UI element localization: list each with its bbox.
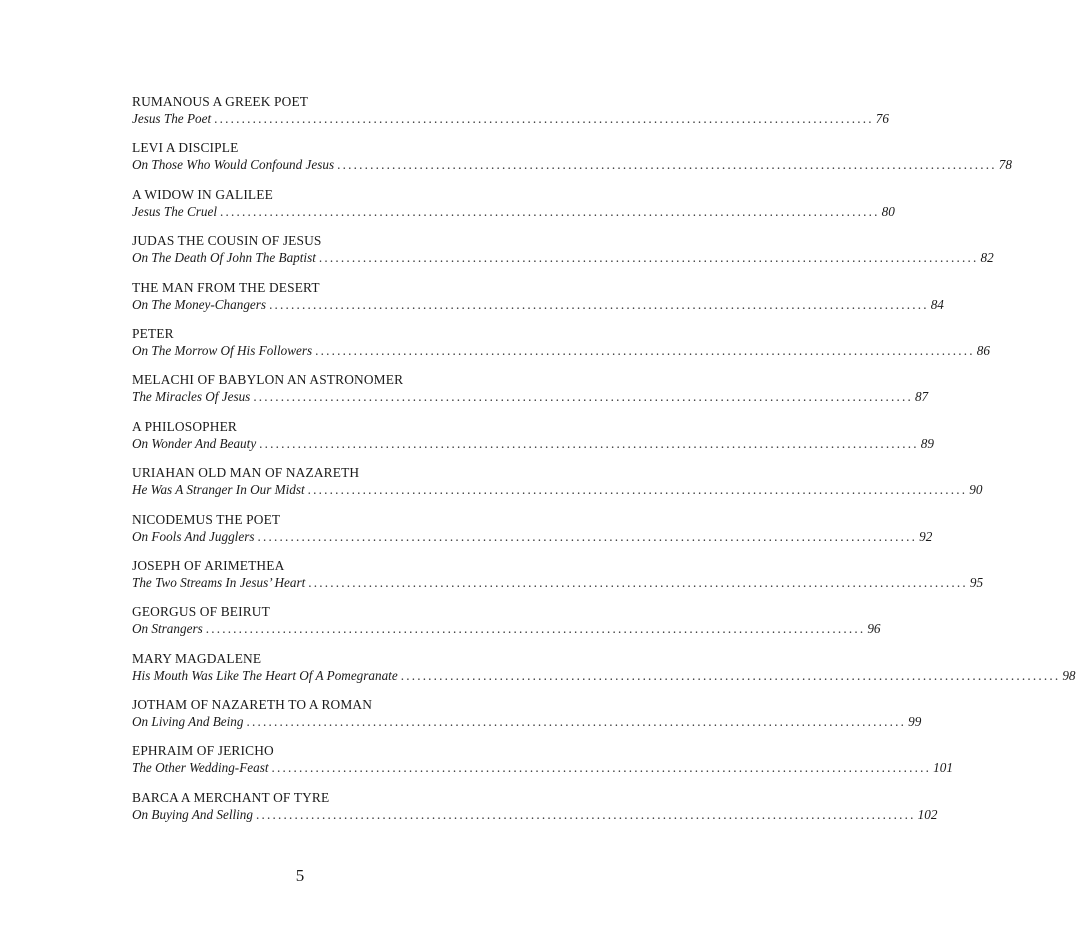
toc-entry-speaker: EPHRAIM OF JERICHO [132,743,274,759]
toc-entry [132,93,889,139]
toc-entry-title: Jesus The Cruel [132,203,217,219]
toc-entry-speaker: JOSEPH OF ARIMETHEA [132,557,285,573]
dot-leader: ........................................................................................................................ [307,482,968,498]
toc-entry [132,325,990,371]
dot-leader: ........................................................................................................................ [256,806,916,822]
toc-entry-page: 80 [881,203,895,219]
dot-leader: ........................................................................................................................ [205,621,866,637]
toc-entry [132,696,922,742]
toc-entry [132,186,895,232]
toc-entry-line[interactable] [132,435,934,452]
toc-entry-line[interactable] [132,620,881,637]
toc-entry-speaker: JUDAS THE COUSIN OF JESUS [132,233,322,249]
toc-entry-line[interactable] [132,156,1012,173]
toc-entry-title: On Living And Being [132,714,244,730]
toc-entry-line[interactable] [132,342,990,359]
toc-entry-line[interactable] [132,388,929,405]
toc-entry-page: 92 [919,528,933,544]
toc-entry-title: The Two Streams In Jesus’ Heart [132,574,306,590]
toc-entry-line[interactable] [132,759,953,776]
toc-entry [132,603,881,649]
toc-entry-page: 96 [867,621,881,637]
toc-entry-title: On Those Who Would Confound Jesus [132,157,335,173]
toc-entry-speaker: MARY MAGDALENE [132,650,262,666]
toc-entry-title: On The Morrow Of His Followers [132,342,313,358]
toc-entry-line[interactable] [132,574,984,591]
toc-entry-title: On Strangers [132,621,203,637]
toc-entry-speaker: A WIDOW IN GALILEE [132,186,273,202]
dot-leader: ........................................................................................................................ [400,667,1061,683]
toc-entry-speaker: A PHILOSOPHER [132,418,238,434]
dot-leader: ........................................................................................................................ [315,342,975,358]
toc-entry-page: 78 [998,157,1012,173]
toc-entry-title: His Mouth Was Like The Heart Of A Pomegranate [132,667,398,683]
toc-entry-page: 89 [920,435,934,451]
toc-entry-line[interactable] [132,110,889,127]
toc-entry [132,557,984,603]
toc-entry-line[interactable] [132,667,1076,684]
toc-entry-title: He Was A Stranger In Our Midst [132,482,305,498]
toc-entry-page: 102 [917,806,938,822]
dot-leader: ........................................................................................................................ [257,528,918,544]
dot-leader: ........................................................................................................................ [271,760,932,776]
toc-entry-title: On The Money-Changers [132,296,267,312]
toc-entry-speaker: JOTHAM OF NAZARETH TO A ROMAN [132,697,373,713]
toc-entry-speaker: PETER [132,325,174,341]
toc-entry-line[interactable] [132,296,944,313]
toc-entry-page: 82 [980,250,994,266]
toc-entry-speaker: BARCA A MERCHANT OF TYRE [132,789,330,805]
toc-entry-title: Jesus The Poet [132,111,212,126]
toc-entry [132,418,934,464]
toc-entry-title: On Fools And Jugglers [132,528,255,544]
toc-entry-speaker: THE MAN FROM THE DESERT [132,279,320,295]
toc-entry [132,279,944,325]
dot-leader: ........................................................................................................................ [337,157,997,173]
toc-entry-title: On The Death Of John The Baptist [132,250,316,266]
toc-entry-page: 95 [969,574,984,590]
toc-entry-page: 98 [1062,667,1076,683]
toc-entry-title: On Wonder And Beauty [132,435,257,451]
toc-entry-page: 76 [875,111,889,126]
toc-entry-title: The Miracles Of Jesus [132,389,251,405]
toc-entry [132,232,994,278]
toc-entry-speaker: URIAHAN OLD MAN OF NAZARETH [132,465,360,481]
toc-entry-title: The Other Wedding-Feast [132,760,269,776]
toc-entry-page: 90 [969,482,983,498]
toc-entry [132,511,933,557]
toc-entry-page: 87 [914,389,929,405]
toc-entry-speaker: GEORGUS OF BEIRUT [132,604,270,620]
toc-entry [132,371,929,417]
toc-entry-title: On Buying And Selling [132,806,253,822]
toc-entry-line[interactable] [132,249,994,266]
dot-leader: ........................................................................................................................ [214,111,874,126]
toc-entry [132,650,1076,696]
dot-leader: ........................................................................................................................ [246,714,907,730]
dot-leader: ........................................................................................................................ [259,435,919,451]
toc-entry-line[interactable] [132,203,895,220]
dot-leader: ........................................................................................................................ [219,203,880,219]
toc-entry-speaker: LEVI A DISCIPLE [132,140,239,156]
toc-entry [132,742,953,788]
toc-entry-page: 101 [933,760,953,776]
dot-leader: ........................................................................................................................ [308,574,968,590]
toc-entry-page: 86 [976,342,990,358]
toc-entry [132,789,938,835]
toc-entry-line[interactable] [132,528,933,545]
table-of-contents [132,93,1076,835]
toc-entry [132,464,983,510]
toc-entry-line[interactable] [132,481,983,498]
dot-leader: ........................................................................................................................ [253,389,913,405]
toc-entry-speaker: RUMANOUS A GREEK POET [132,94,309,109]
toc-entry-speaker: NICODEMUS THE POET [132,511,281,527]
toc-entry-line[interactable] [132,713,922,730]
toc-entry-page: 99 [908,714,922,730]
page-number: 5 [295,866,305,885]
toc-entry-speaker: MELACHI OF BABYLON AN ASTRONOMER [132,372,404,388]
toc-entry-line[interactable] [132,806,938,823]
toc-entry-page: 84 [930,296,944,312]
dot-leader: ........................................................................................................................ [269,296,929,312]
dot-leader: ........................................................................................................................ [318,250,979,266]
toc-entry [132,139,1012,185]
